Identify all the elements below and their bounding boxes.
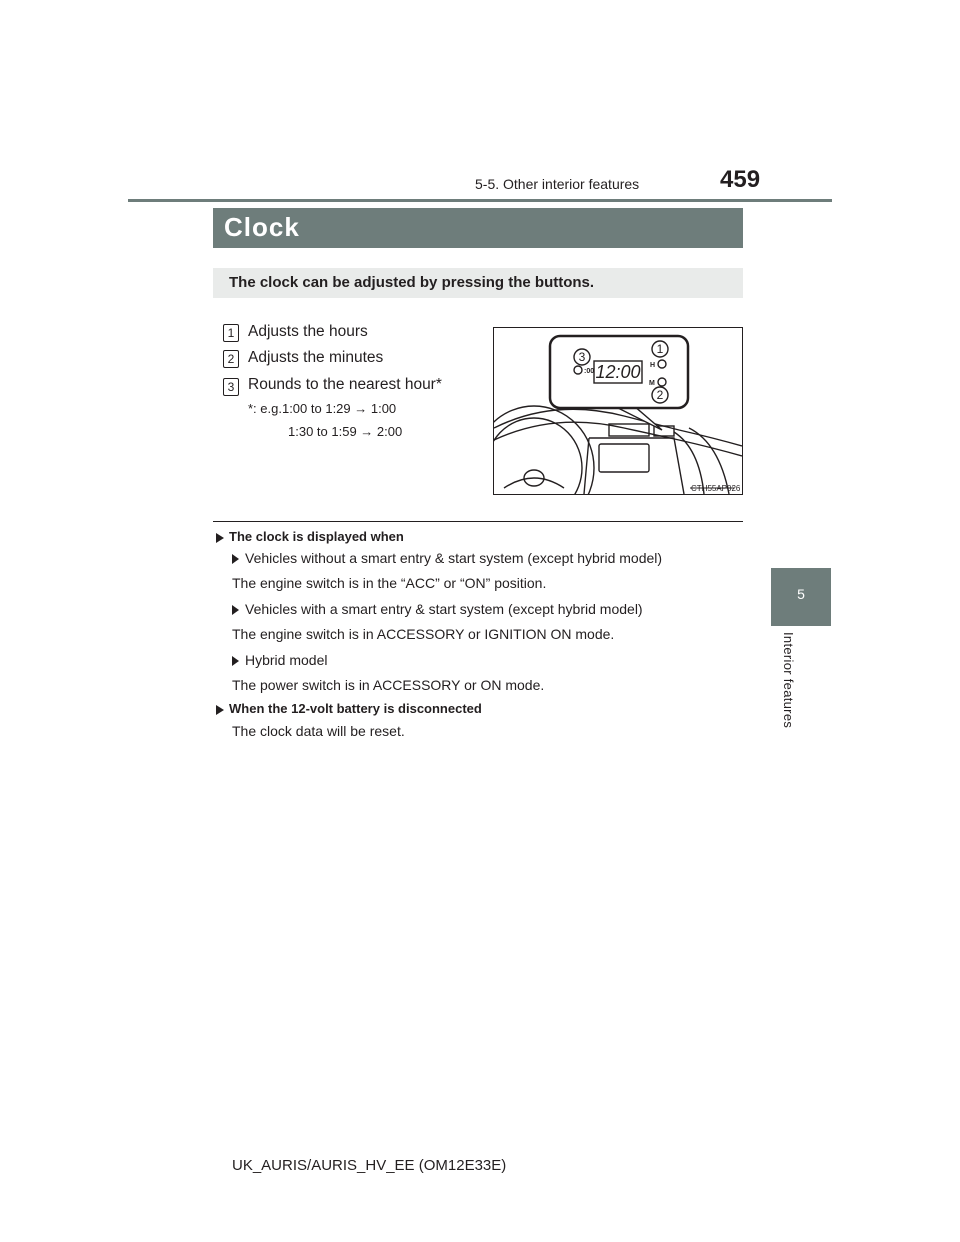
footer-code: UK_AURIS/AURIS_HV_EE (OM12E33E) xyxy=(232,1157,507,1174)
footnote-line: *: e.g.1:00 to 1:29 → 1:00 xyxy=(248,401,397,416)
triangle-bullet-icon xyxy=(232,554,239,564)
round-button-label: :00 xyxy=(584,368,595,375)
body-text: The engine switch is in the “ACC” or “ON” position. xyxy=(232,575,547,591)
hour-button-label: H xyxy=(650,362,656,369)
note-heading-text: The clock is displayed when xyxy=(229,529,404,544)
item-number-badge: 2 xyxy=(223,350,239,368)
condition-text: Vehicles without a smart entry & start system (except hybrid model) xyxy=(245,550,663,566)
condition-text: Vehicles with a smart entry & start system (except hybrid model) xyxy=(245,601,643,617)
header-rule xyxy=(128,199,832,202)
note-heading xyxy=(216,701,482,716)
condition-line xyxy=(232,652,327,668)
callout-number: 2 xyxy=(656,388,664,402)
callout-number: 1 xyxy=(656,342,664,356)
chapter-tab-label xyxy=(781,632,801,742)
figure-code: CTH55AP026 xyxy=(691,484,741,493)
condition-line xyxy=(232,601,643,617)
square-bullet-icon xyxy=(216,705,224,715)
clock-display-text: 12:00 xyxy=(595,362,641,382)
dashboard-drawing xyxy=(494,328,742,494)
body-text: The power switch is in ACCESSORY or ON mode. xyxy=(232,677,545,693)
section-header: 5-5. Other interior features xyxy=(475,176,640,192)
chapter-tab-label-text: Interior features xyxy=(781,632,796,729)
clock-illustration xyxy=(493,327,743,495)
triangle-bullet-icon xyxy=(232,656,239,666)
minute-button-label: M xyxy=(649,380,655,387)
page-title: Clock xyxy=(224,212,300,242)
lead-text: The clock can be adjusted by pressing the buttons. xyxy=(229,274,595,291)
item-text: Rounds to the nearest hour* xyxy=(248,376,442,393)
note-heading-text: When the 12-volt battery is disconnected xyxy=(229,701,482,716)
body-text: The clock data will be reset. xyxy=(232,723,405,739)
chapter-tab-number: 5 xyxy=(797,586,805,602)
triangle-bullet-icon xyxy=(232,605,239,615)
square-bullet-icon xyxy=(216,533,224,543)
callout-number: 3 xyxy=(578,350,586,364)
footnote-line: 1:30 to 1:59 → 2:00 xyxy=(288,424,403,439)
item-text: Adjusts the hours xyxy=(248,323,368,340)
item-number-badge: 3 xyxy=(223,378,239,396)
condition-text: Hybrid model xyxy=(245,652,328,668)
note-heading xyxy=(216,529,404,544)
section-divider xyxy=(213,521,743,522)
item-text: Adjusts the minutes xyxy=(248,349,384,366)
body-text: The engine switch is in ACCESSORY or IGNITION ON mode. xyxy=(232,626,615,642)
page-number: 459 xyxy=(720,166,761,193)
item-number-badge: 1 xyxy=(223,324,239,342)
condition-line xyxy=(232,550,662,566)
